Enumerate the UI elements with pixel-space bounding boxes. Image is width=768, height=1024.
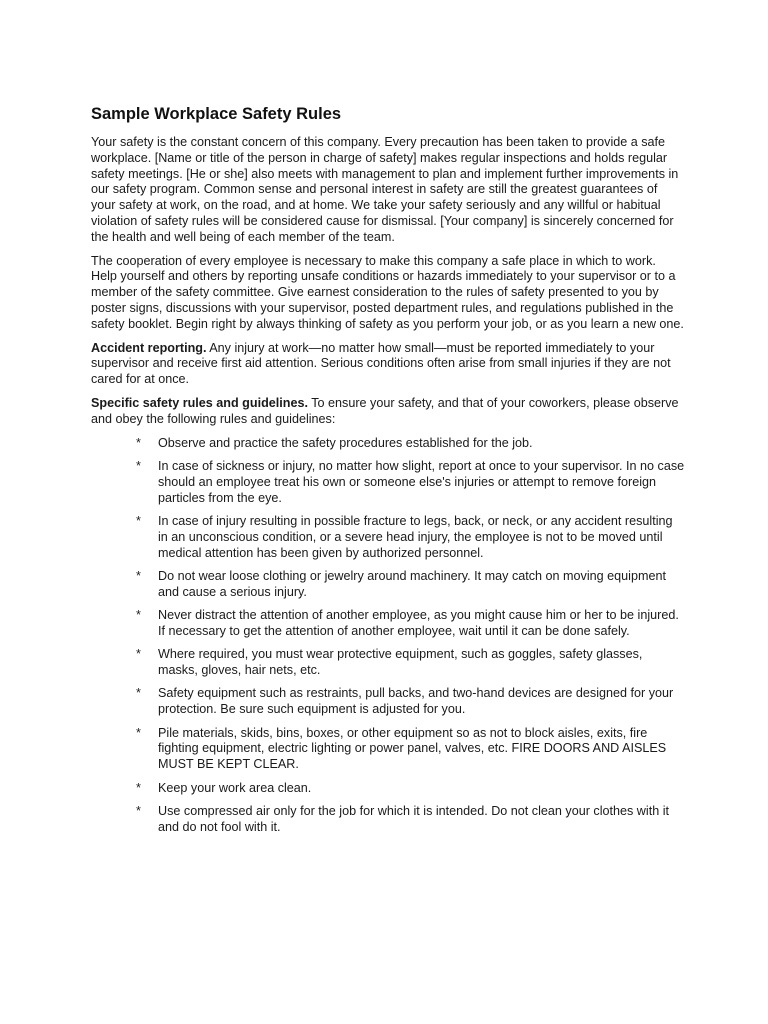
specific-rules-text: To ensure your safety, and that of your coworkers, please observe and obey the following rules and guidelines: [91, 395, 679, 426]
document-page [91, 104, 685, 843]
safety-rules-list [91, 436, 685, 836]
bullet-marker: * [136, 458, 141, 473]
rule-text: Do not wear loose clothing or jewelry around machinery. It may catch on moving equipment and cause a serious injury. [158, 568, 666, 599]
bullet-marker: * [136, 780, 141, 795]
document-title: Sample Workplace Safety Rules [91, 105, 342, 123]
list-item [91, 647, 685, 679]
list-item [91, 781, 685, 797]
list-item [91, 459, 685, 506]
intro-paragraph: Your safety is the constant concern of this company. Every precaution has been taken to provide a safe workplace. [Name or title of the person in charge of safety] makes regular inspections and holds regular safety meetings. [He or she] also meets with management to plan and implement further improvements in our safety program. Common sense and personal interest in safety are still the greatest guarantees of your safety at work, on the road, and at home. We take your safety seriously and any willful or habitual violation of safety rules will be considered cause for dismissal. [Your company] is sincerely concerned for the health and well being of each member of the team. [91, 135, 679, 244]
rule-text: Where required, you must wear protective equipment, such as goggles, safety glasses, masks, gloves, hair nets, etc. [158, 647, 643, 678]
bullet-marker: * [136, 568, 141, 583]
rule-text: Pile materials, skids, bins, boxes, or other equipment so as not to block aisles, exits, fire fighting equipment, electric lighting or power panel, valves, etc. FIRE DOORS AND AISLES MUST BE KEPT CLEAR. [158, 725, 667, 772]
rule-text: Safety equipment such as restraints, pull backs, and two-hand devices are designed for your protection. Be sure such equipment is adjusted for you. [158, 686, 674, 717]
list-item [91, 514, 685, 561]
rule-text: In case of injury resulting in possible fracture to legs, back, or neck, or any accident resulting in an unconscious condition, or a severe head injury, the employee is not to be moved until medical attention has been given by authorized personnel. [158, 513, 673, 560]
accident-reporting-paragraph [91, 341, 685, 388]
list-item [91, 804, 685, 836]
accident-reporting-text: Any injury at work—no matter how small—must be reported immediately to your supervisor and receive first aid attention. Serious conditions often arise from small injuries if they are not cared for at once. [91, 340, 671, 387]
list-item [91, 569, 685, 601]
list-item [91, 726, 685, 773]
bullet-marker: * [136, 435, 141, 450]
bullet-marker: * [136, 608, 141, 623]
list-item [91, 686, 685, 718]
list-item [91, 608, 685, 640]
rule-text: Observe and practice the safety procedures established for the job. [158, 435, 533, 450]
bullet-marker: * [136, 725, 141, 740]
bullet-marker: * [136, 513, 141, 528]
rule-text: Keep your work area clean. [158, 780, 312, 795]
list-item [91, 436, 685, 452]
specific-rules-heading: Specific safety rules and guidelines. [91, 395, 308, 410]
accident-reporting-heading: Accident reporting. [91, 340, 207, 355]
bullet-marker: * [136, 686, 141, 701]
specific-rules-paragraph [91, 396, 685, 428]
bullet-marker: * [136, 804, 141, 819]
rule-text: Use compressed air only for the job for which it is intended. Do not clean your clothes with it and do not fool with it. [158, 804, 669, 834]
rule-text: Never distract the attention of another employee, as you might cause him or her to be injured. If necessary to get the attention of another employee, wait until it can be done safely. [158, 608, 679, 638]
rule-text: In case of sickness or injury, no matter how slight, report at once to your supervisor. In no case should an employee treat his own or someone else's injuries or attempt to remove foreign particles from the eye. [158, 458, 685, 505]
cooperation-paragraph: The cooperation of every employee is necessary to make this company a safe place in which to work. Help yourself and others by reporting unsafe conditions or hazards immediately to your supervisor or to a member of the safety committee. Give earnest consideration to the rules of safety presented to you by poster signs, discussions with your supervisor, posted department rules, and regulations published in the safety booklet. Begin right by always thinking of safety as you perform your job, or as you learn a new one. [91, 253, 684, 331]
bullet-marker: * [136, 647, 141, 662]
